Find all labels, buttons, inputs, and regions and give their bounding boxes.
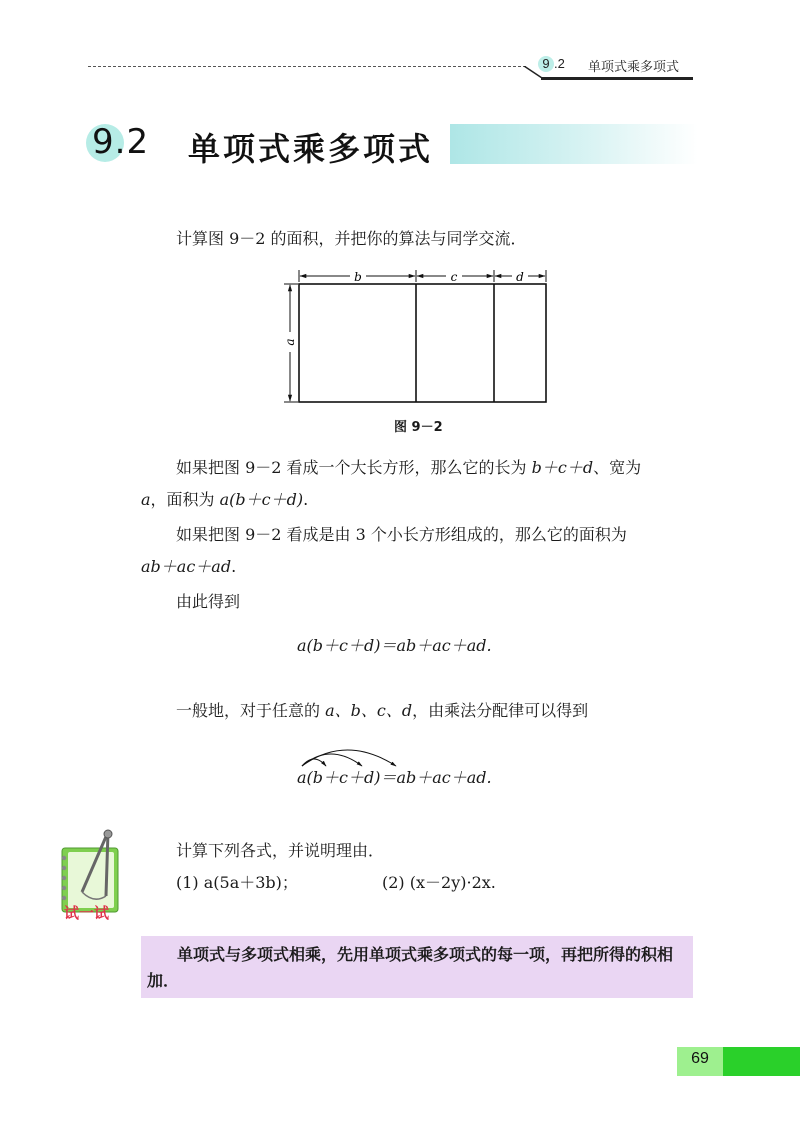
- label-b: b: [354, 270, 362, 284]
- label-d: d: [516, 270, 524, 284]
- try-it-label: 试一试: [64, 904, 110, 922]
- try-it-item-2: (2) (x－2y)·2x.: [382, 873, 496, 892]
- formula2: a(b＋c＋d)＝ab＋ac＋ad.: [297, 768, 492, 787]
- header-title: 单项式乘多项式: [588, 59, 680, 74]
- para4: 一般地，对于任意的 a、b、c、d，由乘法分配律可以得到: [176, 701, 589, 720]
- para2-line1: 如果把图 9－2 看成是由 3 个小长方形组成的，那么它的面积为: [176, 525, 627, 544]
- label-a: a: [283, 338, 297, 346]
- page-number-bar: [723, 1047, 800, 1076]
- figure-rectangles: [276, 266, 552, 406]
- para2-line2: ab＋ac＋ad.: [141, 557, 237, 576]
- intro-text: 计算图 9－2 的面积，并把你的算法与同学交流．: [176, 229, 527, 248]
- formula1: a(b＋c＋d)＝ab＋ac＋ad.: [297, 636, 492, 655]
- try-it-prompt: 计算下列各式，并说明理由．: [176, 841, 385, 860]
- heading-number: 9.2: [92, 122, 150, 162]
- summary-box: [141, 936, 693, 998]
- para3: 由此得到: [176, 592, 241, 611]
- header-bar: [541, 77, 693, 80]
- para1-line1: 如果把图 9－2 看成一个大长方形，那么它的长为 b＋c＋d、宽为: [176, 458, 642, 477]
- header-section-number: 9 .2: [538, 56, 565, 72]
- try-it-item-1: (1) a(5a＋3b)；: [176, 873, 298, 892]
- heading-title: 单项式乘多项式: [188, 130, 434, 168]
- para1-line2: a，面积为 a(b＋c＋d).: [141, 490, 309, 509]
- page-number: 69: [691, 1050, 709, 1067]
- summary-text: 单项式与多项式相乘，先用单项式乘多项式的每一项，再把所得的积相加．: [147, 945, 674, 990]
- heading-gradient: [450, 124, 698, 164]
- figure-caption: 图 9－2: [394, 420, 443, 435]
- label-c: c: [450, 270, 458, 284]
- header-rule: [88, 66, 526, 67]
